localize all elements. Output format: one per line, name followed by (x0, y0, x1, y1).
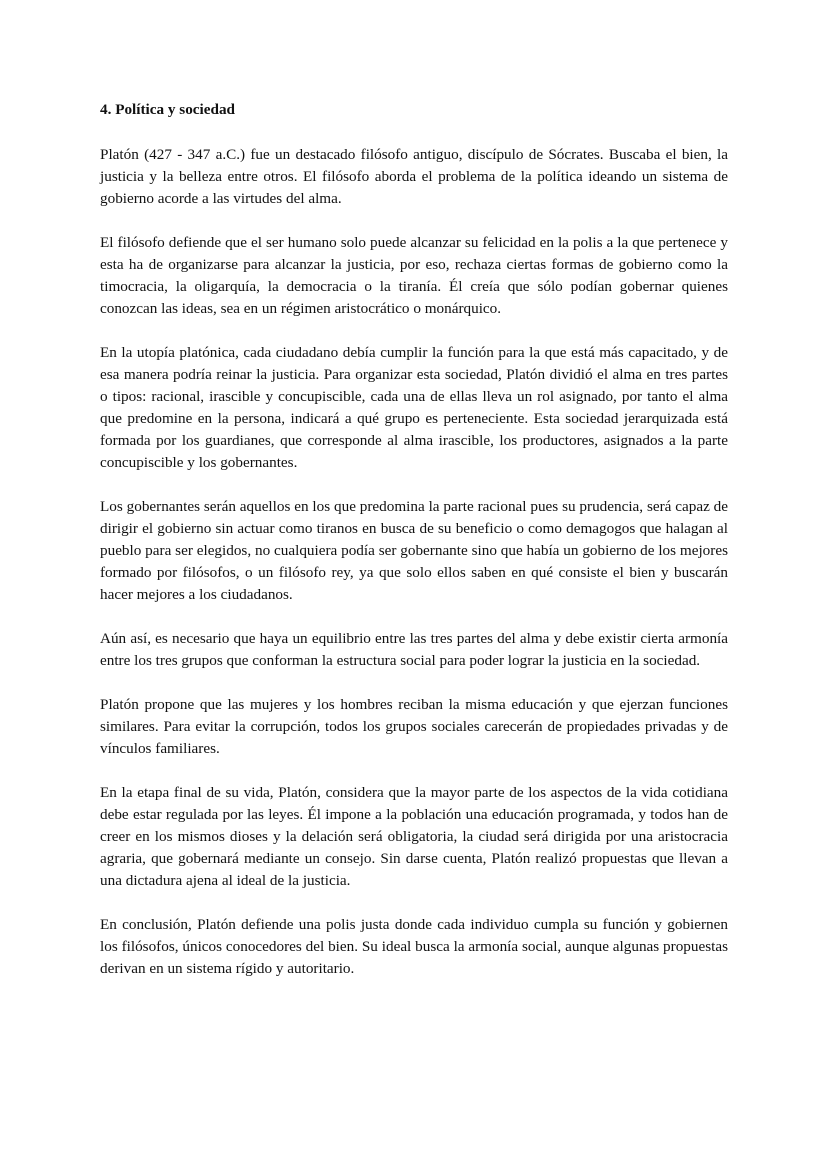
document-page (100, 99, 728, 1002)
paragraph-etapa-final: En la etapa final de su vida, Platón, considera que la mayor parte de los aspectos de la vida cotidiana debe estar regulada por las leyes. Él impone a la población una educación programada, y todos han de creer en los mismos dioses y la delación será obligatoria, la ciudad será dirigida por una aristocracia agraria, que gobernará mediante un consejo. Sin darse cuenta, Platón realizó propuestas que llevan a una dictadura ajena al ideal de la justicia. (100, 784, 728, 889)
section-heading: 4. Política y sociedad (100, 101, 235, 118)
paragraph-educacion: Platón propone que las mujeres y los hombres reciban la misma educación y que ejerzan funciones similares. Para evitar la corrupción, todos los grupos sociales carecerán de propiedades privadas y de vínculos familiares. (100, 696, 728, 757)
paragraph-conclusion: En conclusión, Platón defiende una polis justa donde cada individuo cumpla su función y gobiernen los filósofos, únicos conocedores del bien. Su ideal busca la armonía social, aunque algunas propuestas derivan en un sistema rígido y autoritario. (100, 916, 728, 977)
paragraph-utopia: En la utopía platónica, cada ciudadano debía cumplir la función para la que está más capacitado, y de esa manera podría reinar la justicia. Para organizar esta sociedad, Platón dividió el alma en tres partes o tipos: racional, irascible y concupiscible, cada una de ellas lleva un rol asignado, por tanto el alma que predomine en la persona, indicará a qué grupo es perteneciente. Esta sociedad jerarquizada está formada por los guardianes, que corresponde al alma irascible, los productores, asignados a la parte concupiscible y los gobernantes. (100, 344, 728, 471)
paragraph-intro: Platón (427 - 347 a.C.) fue un destacado filósofo antiguo, discípulo de Sócrates. Buscaba el bien, la justicia y la belleza entre otros. El filósofo aborda el problema de la política ideando un sistema de gobierno acorde a las virtudes del alma. (100, 146, 728, 207)
paragraph-polis: El filósofo defiende que el ser humano solo puede alcanzar su felicidad en la polis a la que pertenece y esta ha de organizarse para alcanzar la justicia, por eso, rechaza ciertas formas de gobierno como la timocracia, la oligarquía, la democracia o la tiranía. Él creía que sólo podían gobernar quienes conozcan las ideas, sea en un régimen aristocrático o monárquico. (100, 234, 728, 317)
paragraph-gobernantes: Los gobernantes serán aquellos en los que predomina la parte racional pues su prudencia, será capaz de dirigir el gobierno sin actuar como tiranos en busca de su beneficio o como demagogos que halagan al pueblo para ser elegidos, no cualquiera podía ser gobernante sino que había un gobierno de los mejores formado por filósofos, o un filósofo rey, ya que solo ellos saben en qué consiste el bien y buscarán hacer mejores a los ciudadanos. (100, 498, 728, 603)
paragraph-equilibrio: Aún así, es necesario que haya un equilibrio entre las tres partes del alma y debe existir cierta armonía entre los tres grupos que conforman la estructura social para poder lograr la justicia en la sociedad. (100, 630, 728, 669)
